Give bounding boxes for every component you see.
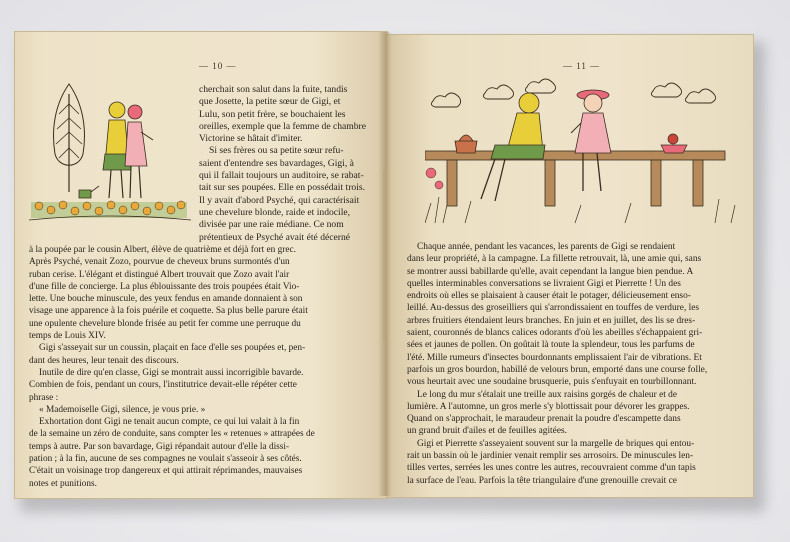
text-line: prétentieux de Psyché avait été décerné [199, 231, 351, 243]
text-line: se montrer aussi babillarde qu'elle, avait cependant la langue bien pendue. A [407, 266, 694, 277]
text-line: une chevelure blonde, raide et indocile, [199, 206, 351, 218]
text-line: divisée par une raie médiane. Ce nom [199, 219, 344, 231]
bench-icon [425, 151, 725, 206]
text-line: Victorine se hâtait d'imiter. [199, 133, 303, 145]
text-line: sées et jaunes de pollen. On goûtait là toute la splendeur, tous les parfums de [407, 340, 695, 351]
girl-pink-icon [125, 105, 153, 198]
text-line: Le long du mur s'étalait une treille aux raisins gorgés de chaleur et de [417, 389, 678, 400]
text-line: la surface de l'eau. Parfois la tête triangulaire d'une grenouille crevait ce [407, 475, 677, 486]
text-line: de la semaine un zéro de conduite, sans compter les « retenues » attrapées de [29, 429, 315, 440]
text-line: dans leur propriété, à la campagne. La fillette retrouvait, là, une amie qui, sans [407, 254, 702, 265]
left-wide-column [29, 244, 379, 490]
text-line: Gigi et Pierrette s'asseyaient souvent sur la margelle de briques qui entou- [417, 438, 695, 449]
text-line: quelles interminables conversations se livraient Gigi et Pierrette ! Un des [407, 278, 681, 289]
girl-yellow-icon [481, 93, 545, 201]
flower-bed-illustration [29, 201, 191, 220]
left-page-number: — 10 — [199, 61, 237, 71]
text-line: ruban cerise. L'élégant et distingué Albert trouvait que Zozo avait l'air [29, 269, 290, 280]
left-page [14, 31, 388, 499]
basket-icon [455, 135, 477, 153]
text-line: l'été. Mille rumeurs d'insectes bourdonnants emplissaient l'air de vibrations. Et [407, 352, 702, 363]
book-gutter [378, 32, 392, 496]
text-line: que Josette, la petite sœur de Gigi, et [199, 96, 341, 108]
text-line: saient, couronnés de blancs calices odorants d'où les abeilles s'échappaient gri- [407, 328, 703, 339]
girl-pink-icon [571, 90, 611, 191]
text-line: parfois un gros bourdon, habillé de velours brun, emporté dans une course folle, [407, 364, 708, 375]
text-line: lumière. A l'automne, un gros merle s'y blottissait pour dévorer les grappes. [407, 401, 690, 412]
text-line: une opulente chevelure blonde frisée au petit fer comme une perruque du [29, 318, 301, 329]
binding-thread [383, 170, 385, 340]
text-line: d'une fille de concierge. La plus éblouissante des trois poupées était Vio- [29, 281, 300, 292]
text-line: tait sur ses poupées. Elle en possédait trois. [199, 182, 365, 194]
text-line: temps de Louis XIV. [29, 331, 106, 342]
text-line: Combien de fois, pendant un cours, l'institutrice devait-elle répéter cette [29, 380, 297, 391]
text-line: un grand bruit d'ailes et de feuilles agitées. [407, 426, 567, 437]
text-line: Quand on s'approchait, le maraudeur prenait la poudre d'escampette dans [407, 414, 681, 425]
cloud-icon [431, 79, 715, 107]
text-line: tilles vertes, serrées les unes contre les autres, recouvraient comme d'un tapis [407, 463, 696, 474]
text-line: visage une apparence à la fois puérile et coquette. Sa plus belle parure était [29, 306, 308, 317]
text-line: Gigi s'asseyait sur un coussin, plaçait en face d'elle ses poupées et, pen- [39, 343, 306, 354]
text-line: dant des heures, leur tenait des discours. [29, 355, 179, 366]
text-line: phrase : [29, 392, 59, 403]
text-line: endroits où elles se plaisaient à causer était le potager, délicieusement enso- [407, 291, 691, 302]
right-page-number: — 11 — [563, 61, 601, 71]
text-line: Exhortation dont Gigi ne tenait aucun compte, ce qui lui valait à la fin [39, 417, 300, 428]
text-line: notes et punitions. [29, 478, 97, 489]
text-line: Si ses frères ou sa petite sœur refu- [209, 145, 344, 157]
text-line: rait un bassin où le jardinier venait remplir ses arrosoirs. De minuscules len- [407, 451, 694, 462]
watering-can-icon [79, 186, 99, 198]
doll-illustration [661, 134, 687, 153]
left-narrow-column [199, 84, 377, 244]
grass-icon [425, 197, 735, 223]
text-line: « Mademoiselle Gigi, silence, je vous prie. » [39, 404, 206, 415]
text-line: saient d'entendre ses bavardages, Gigi, à [199, 157, 354, 169]
text-line: C'était un voisinage trop dangereux et qui attirait réprimandes, mauvaises [29, 466, 303, 477]
text-line: pation ; à la fin, aucune de ses compagnes ne voulait s'asseoir à ses côtés. [29, 454, 302, 465]
text-line: leillé. Au-dessus des groseilliers qui s'arrondissaient en touffes de verdure, les [407, 303, 700, 314]
text-line: Il y avait d'abord Psyché, qui caractérisait [199, 194, 360, 206]
right-text-block [407, 241, 747, 487]
tree-icon [54, 84, 85, 192]
text-line: vous heurtait avec une soudaine brusquerie, puis s'enfuyait en tourbillonnant. [407, 377, 697, 388]
girls-on-bench-illustration [425, 73, 743, 225]
text-line: temps à autre. Par son bavardage, Gigi répandait autour d'elle la dissi- [29, 441, 290, 452]
flower-icon [426, 168, 443, 189]
text-line: arbres fruitiers étendaient leurs branches. En juin et en juillet, des lis se dres- [407, 315, 696, 326]
text-line: Lulu, son petit frère, se bouchaient les [199, 108, 346, 120]
text-line: lette. Une bouche minuscule, des yeux fendus en amande donnaient à son [29, 294, 303, 305]
text-line: Inutile de dire qu'en classe, Gigi se montrait aussi incorrigible bavarde. [39, 367, 304, 378]
text-line: cherchait son salut dans la fuite, tandis [199, 84, 348, 95]
girls-by-tree-illustration [29, 74, 191, 224]
text-line: Après Psyché, venait Zozo, pourvue de cheveux bruns surmontés d'un [29, 257, 290, 268]
text-line: Chaque année, pendant les vacances, les parents de Gigi se rendaient [417, 242, 676, 252]
text-line: oreilles, exemple que la femme de chambre [199, 120, 367, 132]
text-line: qui il fallait toujours un auditoire, se rabat- [199, 170, 364, 182]
right-page [386, 34, 754, 498]
text-line: à la poupée par le cousin Albert, élève de quatrième et déjà fort en grec. [29, 245, 296, 255]
